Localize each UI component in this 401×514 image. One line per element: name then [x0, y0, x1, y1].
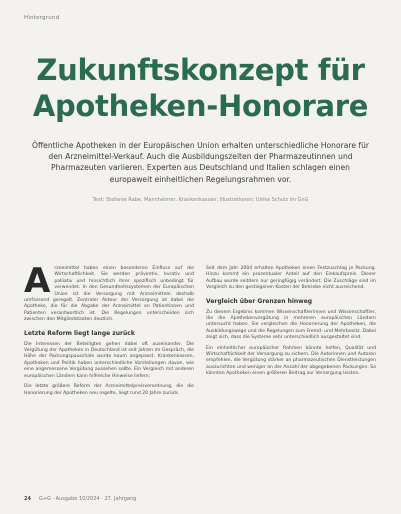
paragraph-interests: Die Interessen der Beteiligten gehen dabei oft auseinander. Die Vergütung der Apotheken in Deutschland ist seit Jahren im Gespräch, die Höhe der Packungspauschale wurde kaum angepasst. Krankenkassen, Apotheken und Politik haben unterschiedliche Vorstellungen davon, wie eine angemessene Vergütung aussehen sollte. Ein Vergleich mit anderen europäischen Ländern kann hilfreiche Hinweise liefern. — [24, 341, 194, 379]
title-line-1: Zukunftskonzept für — [36, 53, 365, 87]
intro-paragraph-wrap — [24, 261, 194, 324]
paragraph-comparison: Zu diesem Ergebnis kommen Wissenschaftlerinnen und Wissenschaftler, die die Apothekenvergütung in mehreren europäischen Ländern untersucht haben. Sie vergleichen die Honorierung der Apotheken, die Ausbildungswege und die Regelungen zum Fremd- und Mehrbesitz. Dabei zeigt sich, dass die Systeme sehr unterschiedlich ausgestaltet sind. — [206, 309, 376, 341]
article-body — [24, 261, 377, 488]
body-column-left — [24, 261, 194, 488]
drop-cap: A — [24, 261, 51, 301]
article-credit: Text: Stefanie Rabe, Mannheimer, Krankenkassen; Illustrationen: Ulrike Schulz im GnG — [92, 197, 309, 203]
subhead-comparison: Vergleich über Grenzen hinweg — [206, 297, 313, 305]
intro-paragraph: rzneimittel haben einen besonderen Einfluss auf die Wirtschaftlichkeit. Sie werden präventiv, kurativ und palliativ und hinsichtlich ihrer spezifisch unbedingt für verwendet. In den Gesundheitssystemen der Europäischen Union ist die Versorgung mit Arzneimitteln deshalb umfassend geregelt. Zentraler Akteur der Versorgung ist dabei die Apotheke, die für die Abgabe der Arzneimittel an Patientinnen und Patienten verantwortlich ist. Die Regelungen unterscheiden sich zwischen den Mitgliedstaaten deutlich. — [24, 266, 194, 323]
issue-info: G+G · Ausgabe 10/2024 · 27. Jahrgang — [38, 496, 137, 502]
paragraph-reform: Die letzte größere Reform der Arzneimittelpreisverordnung, die die Honorierung der Apotheken neu regelte, liegt rund 20 Jahre zurück. — [24, 384, 194, 396]
paragraph-recommendation: Ein einheitlicher europäischer Rahmen könnte helfen, Qualität und Wirtschaftlichkeit der Versorgung zu sichern. Die Autorinnen und Autoren empfehlen, die Vergütung stärker an pharmazeutischen Dienstleistungen auszurichten und weniger an der Anzahl der abgegebenen Packungen. So könnten Apotheken einen größeren Beitrag zur Versorgung leisten. — [206, 345, 377, 377]
section-kicker: Hintergrund — [24, 15, 60, 21]
body-column-right — [206, 266, 376, 488]
title-line-2: Apotheken-Honorare — [32, 89, 369, 123]
subhead-reform: Letzte Reform liegt lange zurück — [24, 329, 135, 337]
article-lead: Öffentliche Apotheken in der Europäischen Union erhalten unterschiedliche Honorare für den Arzneimittel-Verkauf. Auch die Ausbildungszeiten der Pharmazeutinnen und Pharmazeuten variieren. Experten aus Deutschland und Italien schlagen einen europaweit einheitlichen Regelungsrahmen vor. — [31, 141, 370, 184]
article-title — [0, 52, 401, 124]
page-number: 24 — [24, 496, 31, 502]
paragraph-fees: Seit dem Jahr 2004 erhalten Apotheken einen Festzuschlag je Packung. Hinzu kommt ein prozentualer Anteil auf den Einkaufspreis. Dieser Aufbau wurde seitdem nur geringfügig verändert. Die Zuschläge sind im Vergleich zu den gestiegenen Kosten der Betriebe nicht ausreichend. — [206, 266, 376, 291]
page-footer — [24, 496, 136, 502]
